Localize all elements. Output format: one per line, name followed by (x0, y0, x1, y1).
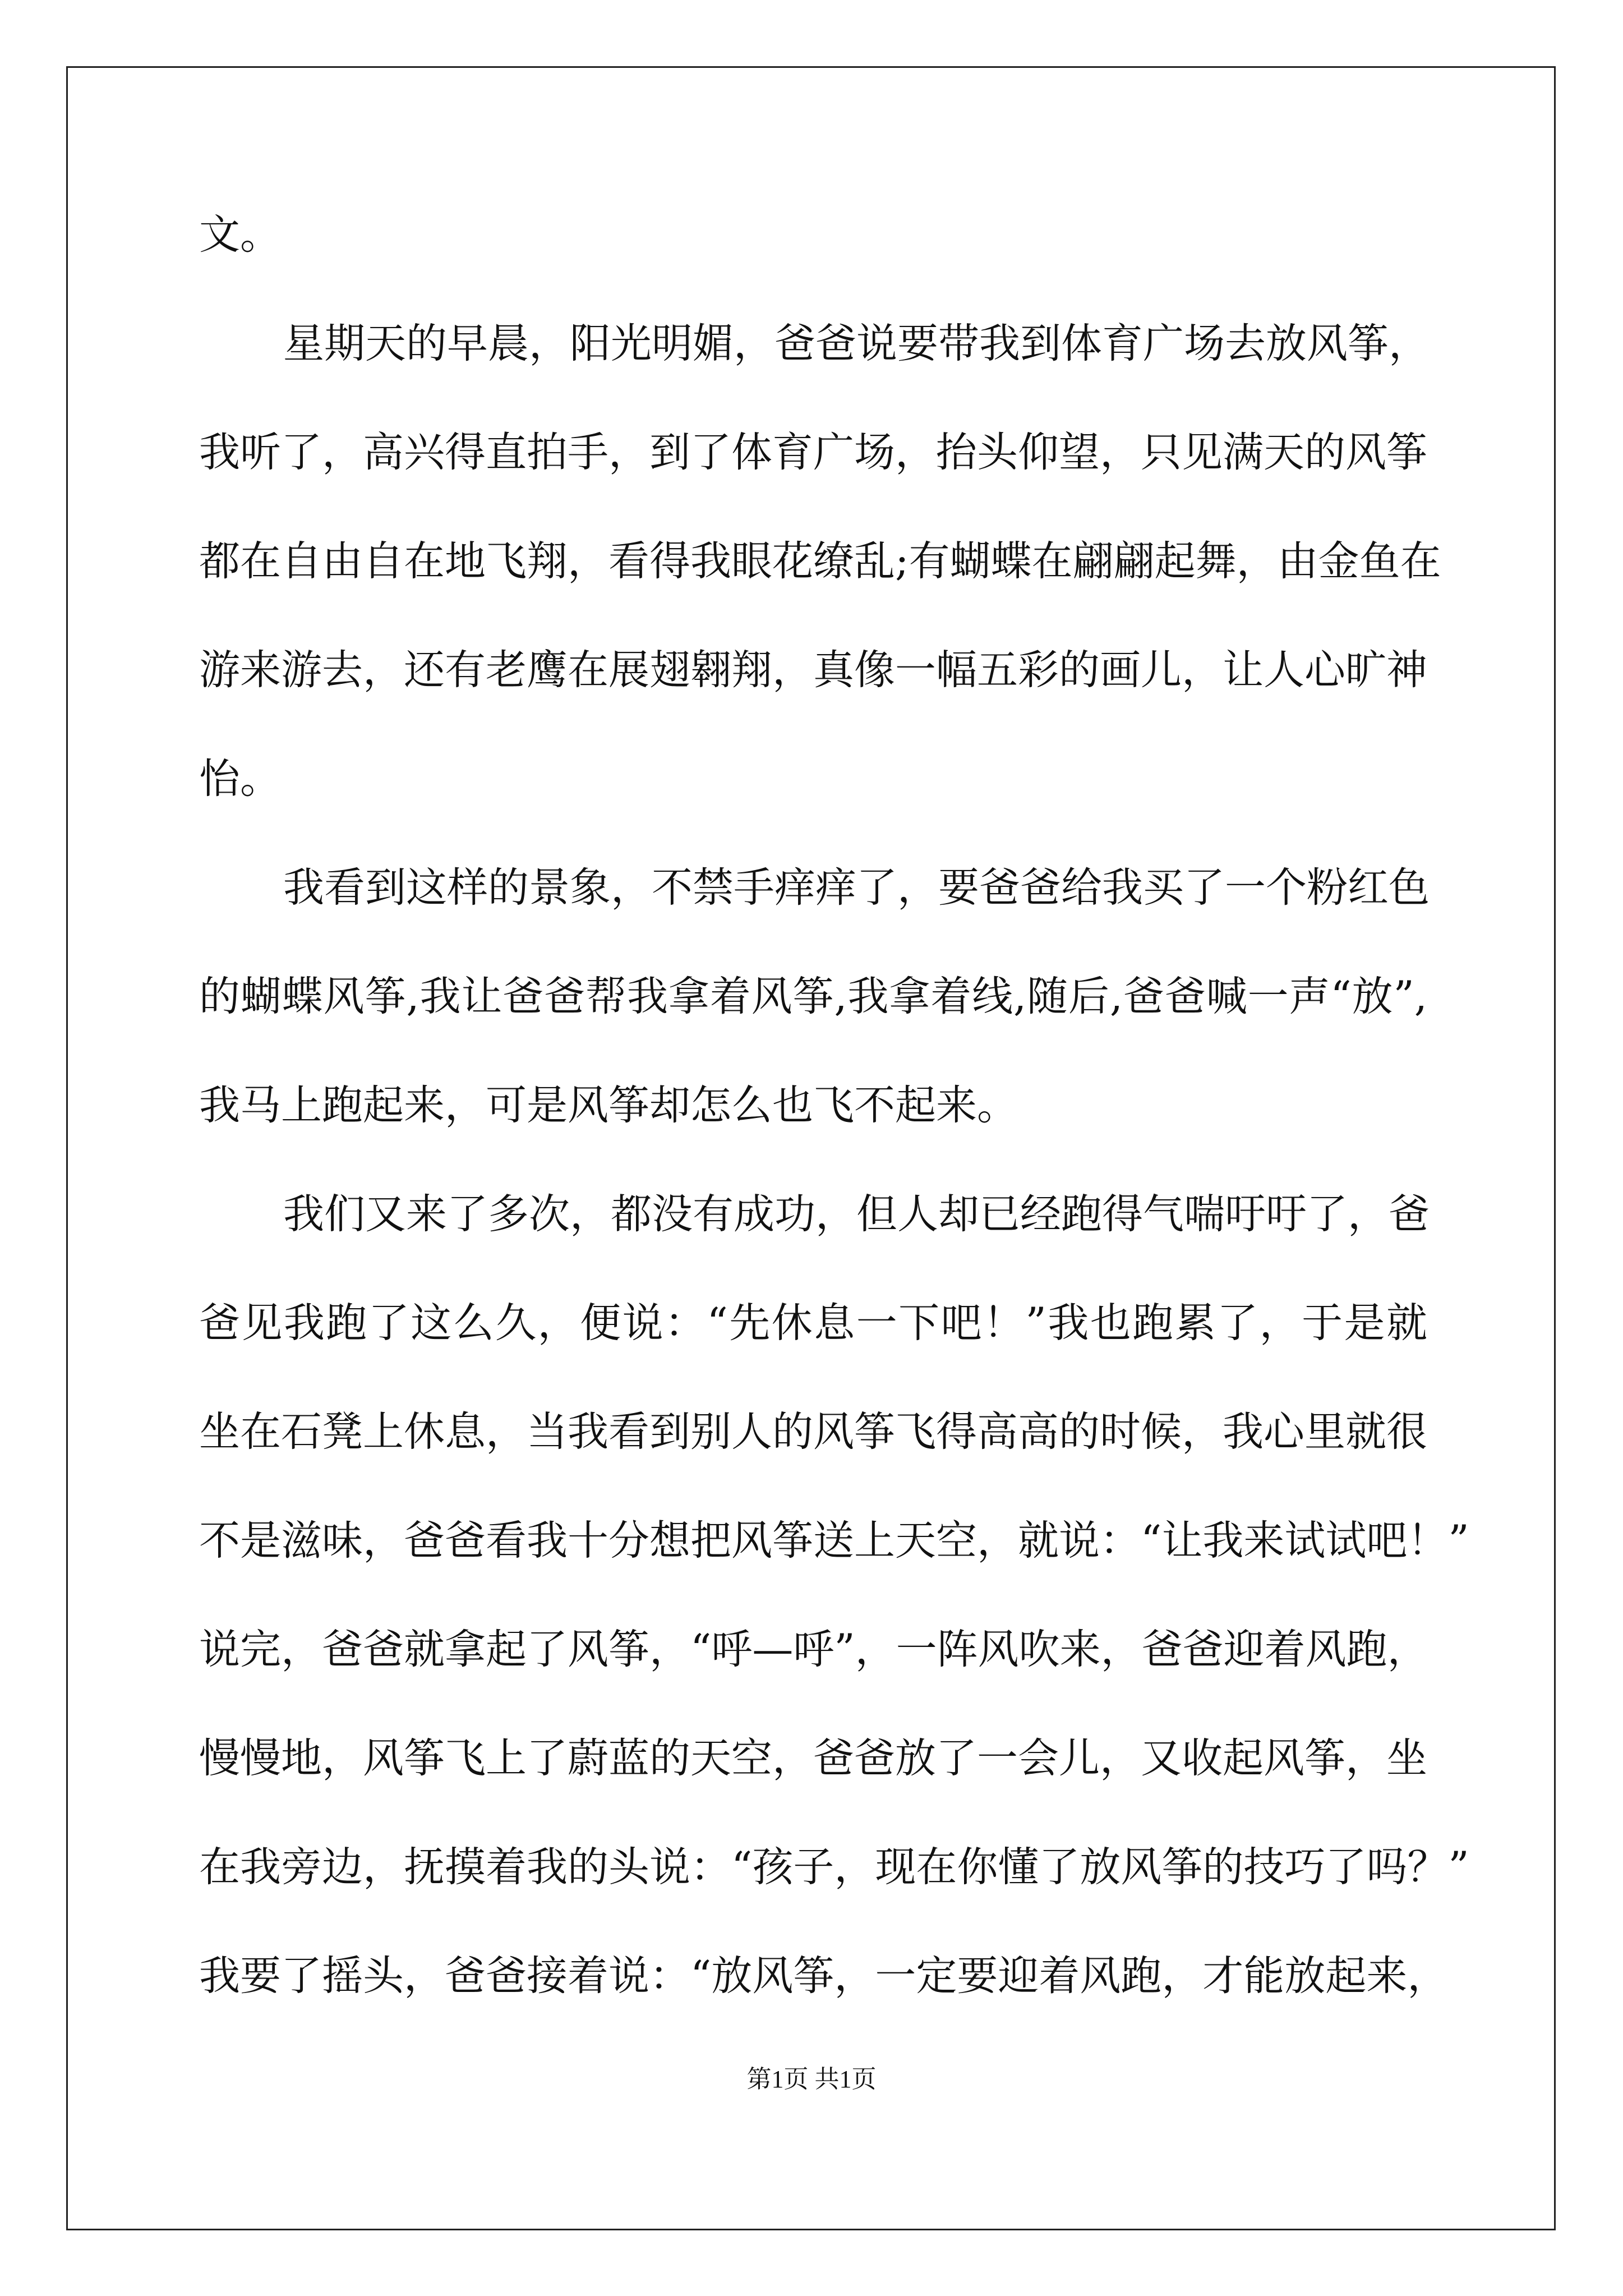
text-line: 我马上跑起来，可是风筝却怎么也飞不起来。 (199, 1082, 1018, 1129)
text-line: 游来游去，还有老鹰在展翅翱翔，真像一幅五彩的画儿，让人心旷神 (199, 646, 1427, 694)
paragraph-first-line: 我看到这样的景象，不禁手痒痒了，要爸爸给我买了一个粉红色 (283, 864, 1430, 912)
text-line: 怡。 (199, 755, 281, 803)
document-body (199, 211, 1469, 2064)
text-line: 在我旁边，抚摸着我的头说：“孩子，现在你懂了放风筝的技巧了吗？” (199, 1843, 1469, 1891)
text-line: 慢慢地，风筝飞上了蔚蓝的天空，爸爸放了一会儿，又收起风筝，坐 (199, 1734, 1427, 1782)
text-line: 的蝴蝶风筝,我让爸爸帮我拿着风筝,我拿着线,随后,爸爸喊一声“放”, (199, 973, 1427, 1020)
text-line: 文。 (199, 211, 281, 259)
paragraph-first-line: 我们又来了多次，都没有成功，但人却已经跑得气喘吁吁了，爸 (283, 1190, 1430, 1238)
paragraph-first-line: 星期天的早晨，阳光明媚，爸爸说要带我到体育广场去放风筝， (283, 320, 1430, 367)
text-line: 我要了摇头，爸爸接着说：“放风筝，一定要迎着风跑，才能放起来， (199, 1952, 1449, 2000)
text-line: 坐在石凳上休息，当我看到别人的风筝飞得高高的时候，我心里就很 (199, 1408, 1427, 1456)
text-line: 都在自由自在地飞翔，看得我眼花缭乱;有蝴蝶在翩翩起舞，由金鱼在 (199, 537, 1441, 585)
text-line: 我听了，高兴得直拍手，到了体育广场，抬头仰望，只见满天的风筝 (199, 429, 1427, 476)
text-line: 爸见我跑了这么久，便说：“先休息一下吧！”我也跑累了，于是就 (199, 1299, 1427, 1347)
text-line: 不是滋味，爸爸看我十分想把风筝送上天空，就说：“让我来试试吧！” (199, 1517, 1469, 1565)
page-number-footer: 第1页 共1页 (746, 2065, 877, 2093)
text-line: 说完，爸爸就拿起了风筝，“呼—呼”，一阵风吹来，爸爸迎着风跑， (199, 1626, 1428, 1673)
